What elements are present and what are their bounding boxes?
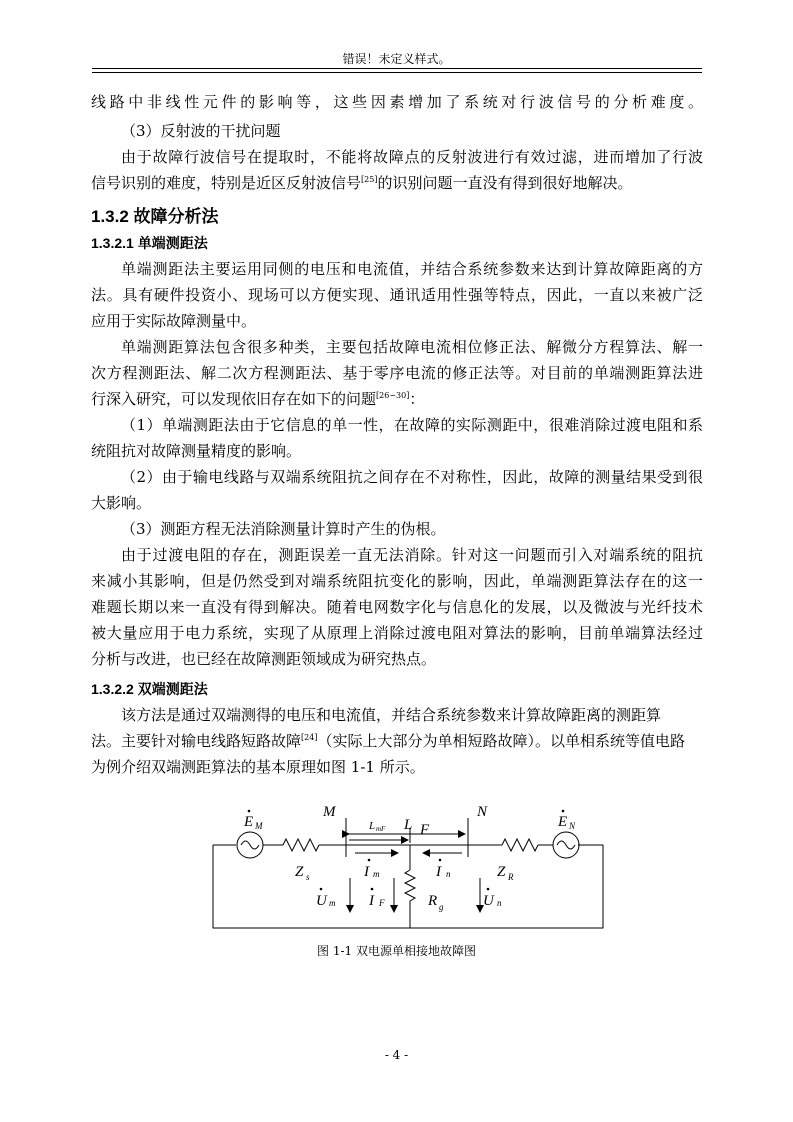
label-l: L [404,817,413,833]
label-m: M [323,804,336,820]
list-item: 大影响。 [91,494,152,512]
label-im-sub: m [373,869,380,879]
label-rg-sub: g [439,902,444,912]
paragraph-line: 为例介绍双端测距算法的基本原理如图 1-1 所示。 [91,758,425,776]
label-un: U [483,893,494,909]
label-em-sub: M [255,821,263,831]
paragraph-line: 单端测距算法包含很多种类，主要包括故障电流相位修正法、解微分方程算法、解一 [121,338,703,356]
paragraph-line: 难题长期以来一直没有得到解决。随着电网数字化与信息化的发展，以及微波与光纤技术 [91,598,703,616]
subsection-heading: 1.3.2.2 双端测距法 [91,681,208,697]
paragraph-line: 被大量应用于电力系统，实现了从原理上消除过渡电阻对算法的影响，目前单端算法经过 [91,624,703,642]
list-item: （2）由于输电线路与双端系统阻抗之间存在不对称性，因此，故障的测量结果受到很 [121,468,703,486]
paragraph-line: 单端测距法主要运用同侧的电压和电流值，并结合系统参数来达到计算故障距离的方 [121,260,703,278]
label-in: I [436,864,441,880]
paragraph-line: 应用于实际故障测量中。 [91,312,257,330]
citation: [26~30] [376,391,410,400]
label-lmf: L [369,820,376,832]
figure-caption: 图 1-1 双电源单相接地故障图 [317,944,476,958]
paragraph-line: 由于过渡电阻的存在，测距误差一直无法消除。针对这一问题而引入对端系统的阻抗 [121,546,703,564]
label-un-sub: n [497,898,502,908]
label-if: I [369,893,374,909]
label-if-sub: F [379,898,385,908]
label-um-sub: m [329,898,336,908]
running-header: 错误！未定义样式。 [342,52,451,66]
text-run: （实际上大部分为单相短路故障）。以单相系统等值电路 [317,732,685,750]
text-run: 法。主要针对输电线路短路故障 [91,732,302,750]
paragraph-line: 线路中非线性元件的影响等，这些因素增加了系统对行波信号的分析难度。 [91,93,703,111]
label-zs-sub: s [306,872,310,882]
label-lmf-sub: mF [376,825,386,833]
label-n: N [477,804,488,820]
resistor-rg [405,870,415,928]
label-in-sub: n [446,869,451,879]
resistor-zr [502,839,538,851]
resistor-zs [283,839,319,851]
list-item: 统阻抗对故障测量精度的影响。 [91,442,302,460]
paragraph-line: 次方程测距法、解二次方程测距法、基于零序电流的修正法等。对目前的单端测距算法进 [91,364,703,382]
label-zr-sub: R [508,872,514,882]
text-run: 行深入研究，可以发现依旧存在如下的问题 [91,390,377,408]
section-heading: 1.3.2 故障分析法 [91,207,219,226]
label-zr: Z [497,864,506,880]
label-en: E [558,814,568,830]
citation: [25] [361,175,378,184]
label-en-sub: N [569,821,576,831]
citation: [24] [301,733,318,742]
paragraph-line: 分析与改进，也已经在故障测距领域成为研究热点。 [91,650,437,668]
list-item: （1）单端测距法由于它信息的单一性，在故障的实际测距中，很难消除过渡电阻和系 [121,416,703,434]
left-wire [213,845,603,928]
paragraph-line: 法。具有硬件投资小、现场可以方便实现、通讯适用性强等特点，因此，一直以来被广泛 [91,286,703,304]
list-item: （3）测距方程无法消除测量计算时产生的伪根。 [121,520,446,538]
label-um: U [316,893,327,909]
subsection-heading: 1.3.2.1 单端测距法 [91,235,208,251]
label-f: F [420,822,430,838]
text-run: ： [409,390,425,408]
label-em: E [244,814,254,830]
paragraph-line: 由于故障行波信号在提取时，不能将故障点的反射波进行有效过滤，进而增加了行波 [121,148,703,166]
paragraph-line: 该方法是通过双端测得的电压和电流值，并结合系统参数来计算故障距离的测距算 [121,706,662,724]
label-im: I [364,864,369,880]
text-run: 的识别问题一直没有得到很好地解决。 [377,174,633,192]
text-run: 信号识别的难度，特别是近区反射波信号 [91,174,362,192]
paragraph-line: 来减小其影响，但是仍然受到对端系统阻抗变化的影响，因此，单端测距算法存在的这一 [91,572,703,590]
source-em-wave [241,841,259,849]
list-item: （3）反射波的干扰问题 [121,122,281,140]
label-zs: Z [295,864,304,880]
label-rg: R [428,893,438,909]
source-en-wave [557,841,575,849]
page-number: - 4 - [384,1048,409,1062]
